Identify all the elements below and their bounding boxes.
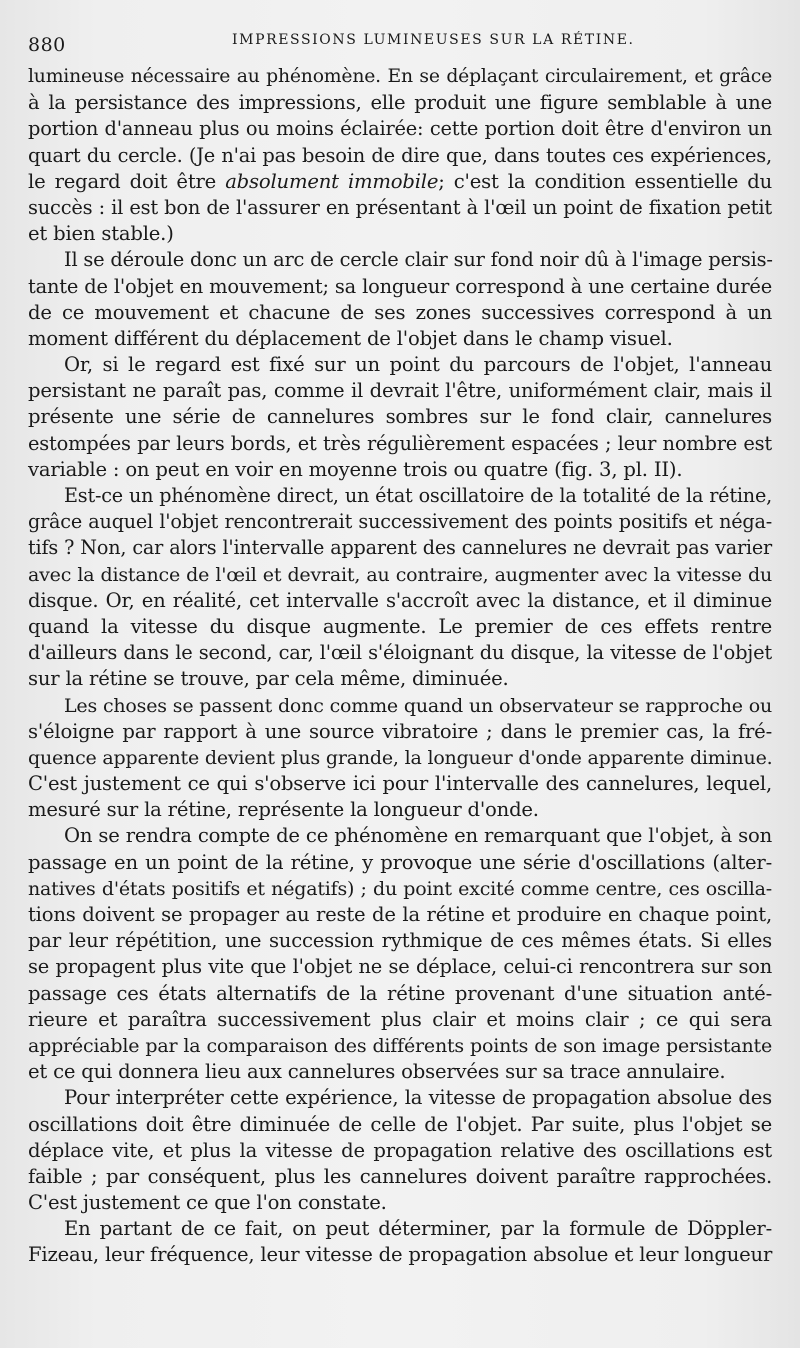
text-line: persistant ne paraît pas, comme il devrait l'être, uniformément clair, mais il: [28, 379, 772, 403]
text-line: [28, 169, 772, 195]
text-line: d'ailleurs dans le second, car, l'œil s'éloignant du disque, la vitesse de l'objet: [28, 641, 772, 665]
text-line: tante de l'objet en mouvement; sa longueur correspond à une certaine durée: [28, 274, 772, 298]
text-line: quand la vitesse du disque augmente. Le premier de ces effets rentre: [28, 614, 772, 638]
text-line: passage ces états alternatifs de la rétine provenant d'une situation anté-: [28, 981, 772, 1005]
text-line: natives d'états positifs et négatifs) ; du point excité comme centre, ces oscilla-: [28, 877, 772, 900]
text-line: passage en un point de la rétine, y provoque une série d'oscillations (alter-: [28, 850, 772, 874]
text-line: faible ; par conséquent, plus les cannelures doivent paraître rapprochées.: [28, 1164, 772, 1188]
text-line: portion d'anneau plus ou moins éclairée: cette portion doit être d'environ un: [28, 117, 772, 141]
text-line: En partant de ce fait, on peut déterminer, par la formule de Döppler-: [64, 1217, 772, 1241]
text-line: variable : on peut en voir en moyenne trois ou quatre (fig. 3, pl. II).: [28, 457, 683, 481]
text-line: moment différent du déplacement de l'objet dans le champ visuel.: [28, 326, 673, 350]
text-line: de ce mouvement et chacune de ses zones successives correspond à un: [28, 300, 772, 324]
text-line: appréciable par la comparaison des différents points de son image persistante: [28, 1034, 772, 1057]
text-line: C'est justement ce qui s'observe ici pour l'intervalle des cannelures, lequel,: [28, 772, 772, 796]
page-header: [28, 28, 776, 58]
text-line: à la persistance des impressions, elle produit une figure semblable à une: [28, 91, 772, 115]
text-line: oscillations doit être diminuée de celle de l'objet. Par suite, plus l'objet se: [28, 1112, 772, 1136]
text-line: se propagent plus vite que l'objet ne se déplace, celui-ci rencontrera sur son: [28, 955, 772, 979]
text-line: Or, si le regard est fixé sur un point du parcours de l'objet, l'anneau: [64, 353, 772, 377]
text-line: s'éloigne par rapport à une source vibratoire ; dans le premier cas, la fré-: [28, 719, 772, 743]
text-line: sur la rétine se trouve, par cela même, diminuée.: [28, 667, 509, 691]
text-line: quence apparente devient plus grande, la longueur d'onde apparente diminue.: [28, 746, 773, 769]
running-head: IMPRESSIONS LUMINEUSES SUR LA RÉTINE.: [232, 32, 635, 48]
text-line: quart du cercle. (Je n'ai pas besoin de dire que, dans toutes ces expériences,: [28, 143, 772, 167]
text-line: déplace vite, et plus la vitesse de propagation relative des oscillations est: [28, 1138, 772, 1162]
text-line: mesuré sur la rétine, représente la longueur d'onde.: [28, 798, 539, 822]
text-line: lumineuse nécessaire au phénomène. En se déplaçant circulairement, et grâce: [28, 66, 772, 87]
text-segment: ; c'est la condition essentielle du: [438, 169, 773, 193]
text-line: rieure et paraîtra successivement plus clair et moins clair ; ce qui sera: [28, 1007, 772, 1031]
text-line: disque. Or, en réalité, cet intervalle s'accroît avec la distance, et il diminue: [28, 588, 772, 612]
text-line: et ce qui donnera lieu aux cannelures observées sur sa trace annulaire.: [28, 1060, 726, 1084]
text-line: Les choses se passent donc comme quand un observateur se rapproche ou: [64, 694, 772, 717]
text-line: estompées par leurs bords, et très régulièrement espacées ; leur nombre est: [28, 431, 772, 455]
text-line: On se rendra compte de ce phénomène en remarquant que l'objet, à son: [64, 824, 772, 848]
text-line: présente une série de cannelures sombres sur le fond clair, cannelures: [28, 405, 772, 429]
text-line: par leur répétition, une succession rythmique de ces mêmes états. Si elles: [28, 929, 772, 953]
emphasized-text: absolument immobile: [225, 169, 439, 193]
text-line: et bien stable.): [28, 222, 174, 246]
text-line: tions doivent se propager au reste de la rétine et produire en chaque point,: [28, 903, 772, 926]
text-line: succès : il est bon de l'assurer en présentant à l'œil un point de fixation petit: [28, 195, 772, 219]
body-text: [28, 64, 772, 1269]
text-line: Fizeau, leur fréquence, leur vitesse de propagation absolue et leur longueur: [28, 1243, 773, 1267]
page-number: 880: [28, 34, 66, 56]
text-line: Est-ce un phénomène direct, un état oscillatoire de la totalité de la rétine,: [64, 484, 772, 507]
text-line: Pour interpréter cette expérience, la vitesse de propagation absolue des: [64, 1086, 772, 1110]
text-line: tifs ? Non, car alors l'intervalle apparent des cannelures ne devrait pas varier: [28, 536, 772, 560]
text-line: C'est justement ce que l'on constate.: [28, 1191, 387, 1215]
text-line: Il se déroule donc un arc de cercle clair sur fond noir dû à l'image persis-: [64, 248, 773, 272]
text-line: avec la distance de l'œil et devrait, au contraire, augmenter avec la vitesse du: [28, 563, 772, 586]
text-line: grâce auquel l'objet rencontrerait successivement des points positifs et néga-: [28, 510, 772, 534]
text-segment: le regard doit être: [28, 169, 226, 193]
